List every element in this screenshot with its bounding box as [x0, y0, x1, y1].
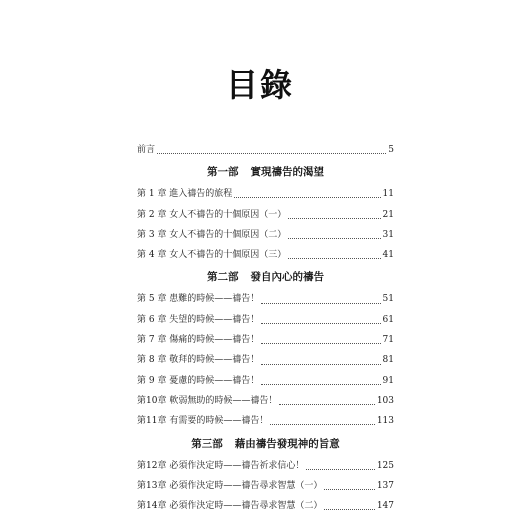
- toc-entry: [137, 205, 394, 225]
- toc-entry: [137, 330, 394, 350]
- table-of-contents: [137, 140, 394, 516]
- toc-entry: [137, 289, 394, 309]
- part-number: 第一部: [207, 166, 239, 179]
- toc-entry-label: 第13章 必須作決定時——禱告尋求智慧（一）: [137, 480, 323, 491]
- toc-entry-page: 91: [382, 375, 394, 386]
- toc-entry-page: 31: [382, 229, 394, 240]
- toc-entry-page: 51: [382, 294, 394, 305]
- toc-entry: [137, 391, 394, 411]
- part-heading-2: [137, 265, 394, 289]
- toc-entry-label: 第12章 必須作決定時——禱告祈求信心！: [137, 460, 305, 471]
- part-title: 發自內心的禱告: [250, 271, 324, 284]
- toc-entry-page: 137: [376, 480, 394, 491]
- toc-entry: [137, 371, 394, 391]
- part-number: 第三部: [191, 437, 223, 450]
- toc-entry-label: 第 8 章 敬拜的時候——禱告！: [137, 355, 260, 366]
- toc-entry-page: 147: [376, 501, 394, 512]
- dot-leader: [324, 488, 374, 490]
- toc-entry-label: 第10章 軟弱無助的時候——禱告！: [137, 395, 278, 406]
- dot-leader: [261, 302, 380, 304]
- toc-entry-label: 第 6 章 失望的時候——禱告！: [137, 314, 260, 325]
- toc-entry-label: 第11章 有需要的時候——禱告！: [137, 416, 269, 427]
- dot-leader: [288, 217, 380, 219]
- toc-entry-page: 11: [382, 189, 394, 200]
- toc-entry-label: 第 4 章 女人不禱告的十個原因（三）: [137, 250, 287, 261]
- toc-entry: [137, 310, 394, 330]
- part-title: 藉由禱告發現神的旨意: [234, 437, 340, 450]
- dot-leader: [261, 363, 380, 365]
- toc-entry-label: 第 9 章 憂慮的時候——禱告！: [137, 375, 260, 386]
- dot-leader: [261, 322, 380, 324]
- toc-entry-page: 21: [382, 209, 394, 220]
- part-heading-3: [137, 432, 394, 456]
- toc-entry-label: 第 3 章 女人不禱告的十個原因（二）: [137, 229, 287, 240]
- toc-entry: [137, 456, 394, 476]
- toc-entry: [137, 476, 394, 496]
- dot-leader: [261, 342, 380, 344]
- toc-entry-label: 第 1 章 進入禱告的旅程: [137, 189, 233, 200]
- toc-entry-page: 5: [388, 145, 394, 155]
- toc-entry-page: 81: [382, 355, 394, 366]
- toc-entry: [137, 184, 394, 204]
- toc-entry: [137, 245, 394, 265]
- toc-entry-label: 第 2 章 女人不禱告的十個原因（一）: [137, 209, 287, 220]
- toc-entry: [137, 496, 394, 516]
- toc-entry-page: 103: [376, 395, 394, 406]
- dot-leader: [270, 423, 374, 425]
- toc-entry-label: 第14章 必須作決定時——禱告尋求智慧（二）: [137, 501, 323, 512]
- part-heading-1: [137, 160, 394, 184]
- toc-entry-label: 前言: [137, 145, 156, 155]
- toc-entry: [137, 225, 394, 245]
- toc-entry-page: 125: [376, 460, 394, 471]
- dot-leader: [157, 152, 386, 154]
- dot-leader: [288, 237, 380, 239]
- dot-leader: [306, 468, 374, 470]
- dot-leader: [279, 403, 374, 405]
- dot-leader: [234, 196, 380, 198]
- toc-entry: [137, 350, 394, 370]
- toc-entry-page: 71: [382, 335, 394, 346]
- part-title: 實現禱告的渴望: [250, 166, 324, 179]
- toc-entry-preface: [137, 140, 394, 160]
- toc-entry-page: 113: [376, 416, 394, 427]
- dot-leader: [288, 257, 380, 259]
- part-number: 第二部: [207, 271, 239, 284]
- toc-entry-page: 61: [382, 314, 394, 325]
- toc-entry-page: 41: [382, 250, 394, 261]
- toc-entry-label: 第 5 章 患難的時候——禱告！: [137, 294, 260, 305]
- dot-leader: [324, 508, 374, 510]
- dot-leader: [261, 383, 380, 385]
- page-title: 目錄: [225, 66, 294, 104]
- toc-entry: [137, 411, 394, 431]
- toc-entry-label: 第 7 章 傷痛的時候——禱告！: [137, 335, 260, 346]
